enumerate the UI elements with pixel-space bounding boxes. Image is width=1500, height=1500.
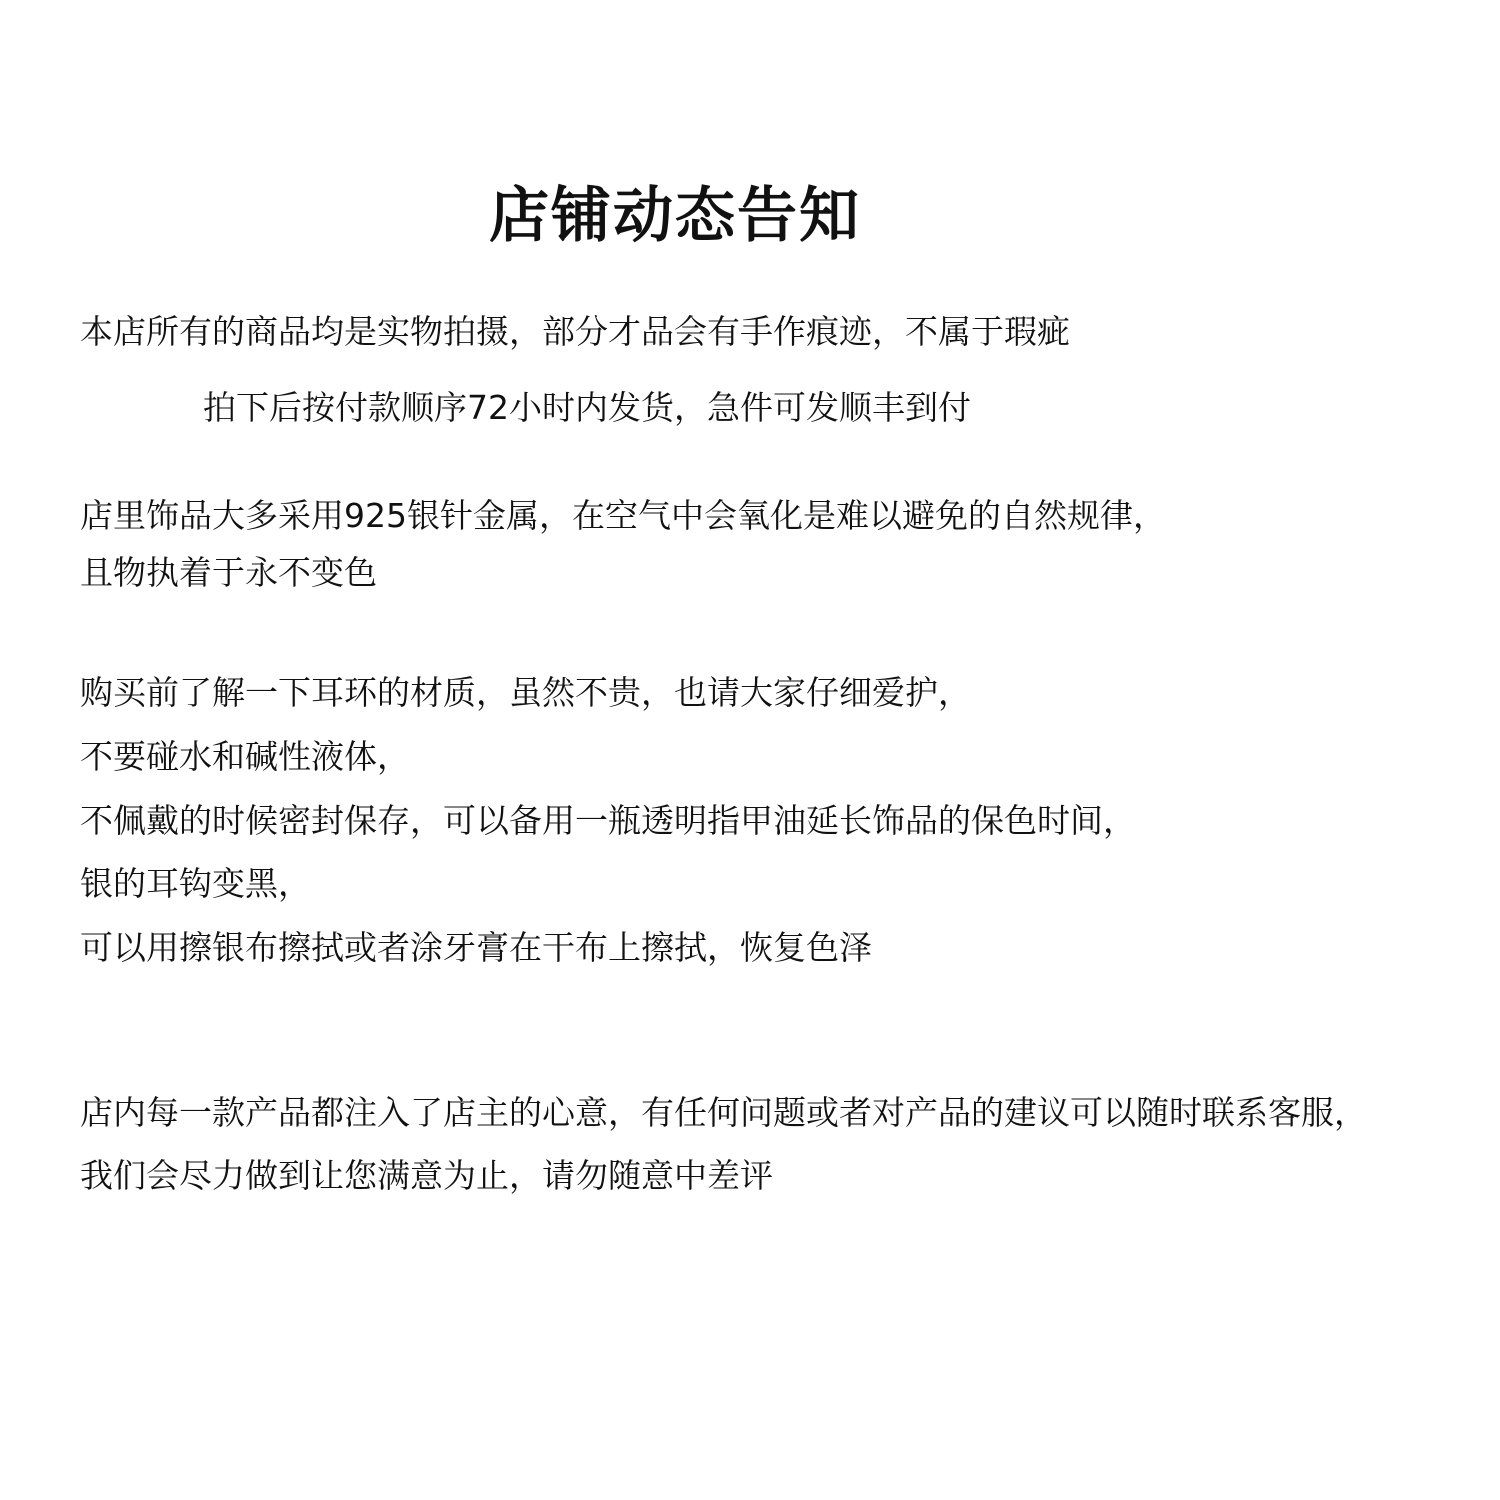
service-line-2: 我们会尽力做到让您满意为止，请勿随意中差评 [80,1156,773,1195]
photo-note: 本店所有的商品均是实物拍摄，部分才品会有手作痕迹，不属于瑕疵 [80,312,1070,351]
care-line-1: 购买前了解一下耳环的材质，虽然不贵，也请大家仔细爱护， [80,673,971,712]
care-line-2: 不要碰水和碱性液体， [80,737,410,776]
care-line-5: 可以用擦银布擦拭或者涂牙膏在干布上擦拭，恢复色泽 [80,928,872,967]
care-line-3: 不佩戴的时候密封保存，可以备用一瓶透明指甲油延长饰品的保色时间， [80,801,1136,840]
care-line-4: 银的耳钩变黑， [80,864,311,903]
shipping-note: 拍下后按付款顺序72小时内发货，急件可发顺丰到付 [203,388,971,427]
material-line-2: 且物执着于永不变色 [80,553,377,592]
service-line-1: 店内每一款产品都注入了店主的心意，有任何问题或者对产品的建议可以随时联系客服， [80,1093,1367,1132]
notice-title: 店铺动态告知 [489,181,861,251]
material-line-1: 店里饰品大多采用925银针金属，在空气中会氧化是难以避免的自然规律， [80,496,1166,535]
